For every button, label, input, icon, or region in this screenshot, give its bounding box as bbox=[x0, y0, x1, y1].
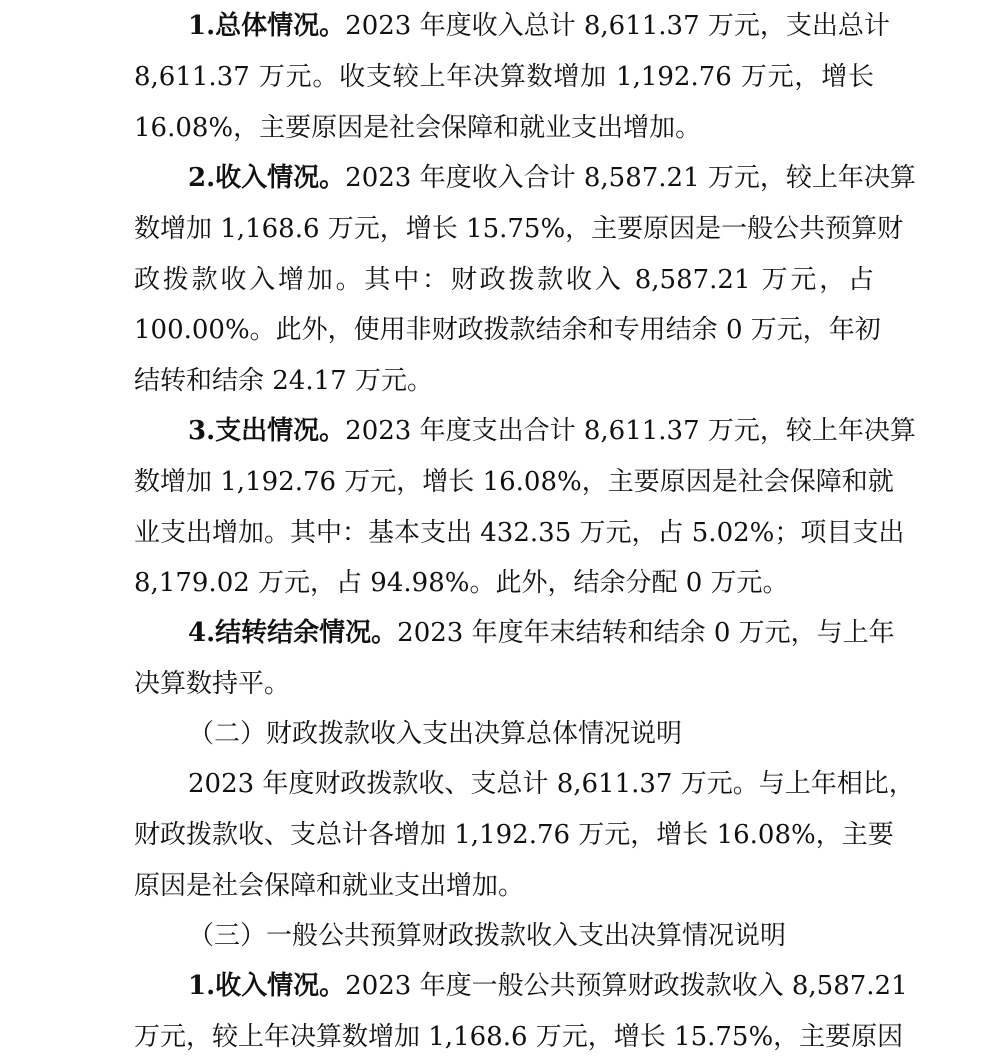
section-heading: （三）一般公共预算财政拨款收入支出决算情况说明 bbox=[188, 921, 787, 951]
paragraph-line: 100.00%。此外，使用非财政拨款结余和专用结余 0 万元，年初 bbox=[134, 315, 881, 345]
paragraph-line: 原因是社会保障和就业支出增加。 bbox=[134, 871, 525, 901]
paragraph-text: 2023 年度收入合计 8,587.21 万元，较上年决算 bbox=[345, 163, 916, 193]
paragraph-line: 财政拨款收、支总计各增加 1,192.76 万元，增长 16.08%，主要 bbox=[134, 820, 894, 850]
paragraph-heading: 1.总体情况。 bbox=[188, 11, 346, 41]
paragraph-line bbox=[188, 616, 895, 650]
paragraph-text: 2023 年度一般公共预算财政拨款收入 8,587.21 bbox=[345, 971, 908, 1001]
section-heading: （二）财政拨款收入支出决算总体情况说明 bbox=[188, 719, 683, 749]
paragraph-line: 2023 年度财政拨款收、支总计 8,611.37 万元。与上年相比， bbox=[188, 769, 915, 799]
paragraph-line bbox=[188, 9, 890, 43]
paragraph-line: 8,179.02 万元，占 94.98%。此外，结余分配 0 万元。 bbox=[134, 568, 789, 598]
paragraph-line: 8,611.37 万元。收支较上年决算数增加 1,192.76 万元，增长 bbox=[134, 62, 874, 92]
paragraph-line bbox=[188, 969, 908, 1003]
paragraph-line: 万元，较上年决算数增加 1,168.6 万元，增长 15.75%，主要原因 bbox=[134, 1022, 904, 1052]
paragraph-heading: 4.结转结余情况。 bbox=[188, 618, 398, 648]
paragraph-line: 数增加 1,192.76 万元，增长 16.08%，主要原因是社会保障和就 bbox=[134, 467, 894, 497]
paragraph-line bbox=[188, 161, 916, 195]
paragraph-line: 决算数持平。 bbox=[134, 669, 291, 699]
paragraph-line: 16.08%，主要原因是社会保障和就业支出增加。 bbox=[134, 113, 702, 143]
paragraph-line bbox=[188, 414, 916, 448]
paragraph-heading: 2.收入情况。 bbox=[188, 163, 346, 193]
paragraph-heading: 1.收入情况。 bbox=[188, 971, 346, 1001]
paragraph-line: 政拨款收入增加。其中：财政拨款收入 8,587.21 万元，占 bbox=[134, 265, 874, 295]
paragraph-line: 业支出增加。其中：基本支出 432.35 万元，占 5.02%；项目支出 bbox=[134, 518, 905, 548]
paragraph-line: 数增加 1,168.6 万元，增长 15.75%，主要原因是一般公共预算财 bbox=[134, 214, 904, 244]
paragraph-text: 2023 年度支出合计 8,611.37 万元，较上年决算 bbox=[345, 416, 916, 446]
paragraph-text: 2023 年度年末结转和结余 0 万元，与上年 bbox=[397, 618, 895, 648]
paragraph-line: 结转和结余 24.17 万元。 bbox=[134, 366, 433, 396]
paragraph-heading: 3.支出情况。 bbox=[188, 416, 346, 446]
paragraph-text: 2023 年度收入总计 8,611.37 万元，支出总计 bbox=[345, 11, 890, 41]
